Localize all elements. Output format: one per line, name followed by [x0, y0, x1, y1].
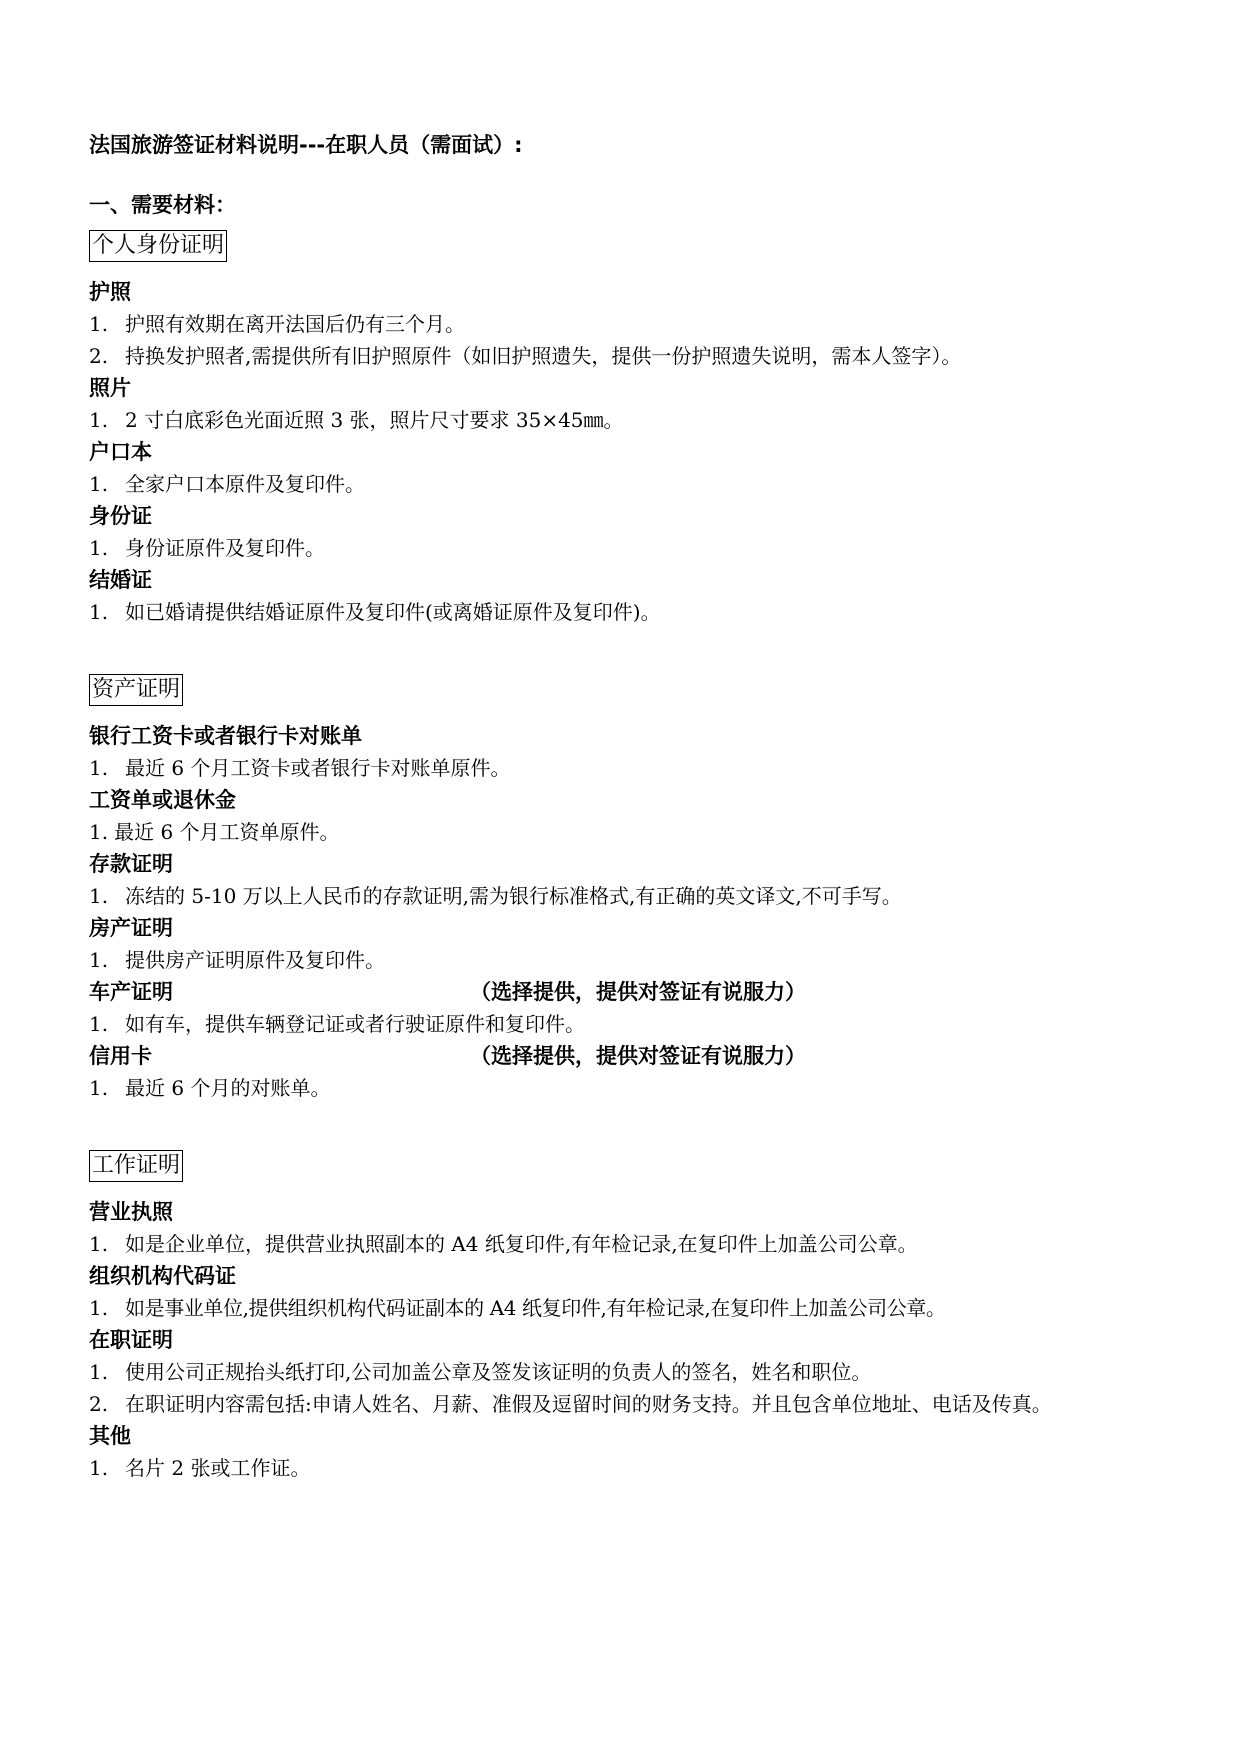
item-heading-row — [89, 912, 1189, 944]
list-item — [89, 944, 1189, 976]
list-number: 1. — [89, 408, 109, 432]
section-title: 资产证明 — [89, 674, 183, 706]
document-body — [89, 130, 1189, 1484]
optional-note: （选择提供，提供对签证有说服力） — [470, 1044, 806, 1068]
item-heading: 银行工资卡或者银行卡对账单 — [89, 724, 362, 748]
list-item — [89, 1228, 1189, 1260]
list-number: 1. — [89, 884, 109, 908]
list-number: 1. — [89, 948, 109, 972]
item-heading: 组织机构代码证 — [89, 1264, 236, 1288]
list-text: 持换发护照者,需提供所有旧护照原件（如旧护照遗失，提供一份护照遗失说明，需本人签字）。 — [125, 344, 962, 368]
list-item — [89, 340, 1125, 372]
item-heading: 护照 — [89, 280, 131, 304]
section-items — [89, 1196, 1189, 1484]
section-title: 个人身份证明 — [89, 230, 227, 262]
list-item — [89, 1388, 1125, 1420]
list-text: 最近 6 个月工资单原件。 — [114, 820, 340, 844]
list-number: 1. — [89, 536, 109, 560]
optional-note: （选择提供，提供对签证有说服力） — [470, 980, 806, 1004]
item-heading-row — [89, 1260, 1189, 1292]
list-text: 名片 2 张或工作证。 — [125, 1456, 311, 1480]
list-item — [89, 532, 1189, 564]
list-number: 2. — [89, 1392, 109, 1416]
section-items — [89, 276, 1189, 628]
list-text: 最近 6 个月的对账单。 — [125, 1076, 331, 1100]
list-number: 1. — [89, 472, 109, 496]
list-item — [89, 752, 1189, 784]
list-number: 1. — [89, 1232, 109, 1256]
item-heading-row — [89, 1196, 1189, 1228]
list-item — [89, 404, 1189, 436]
list-text: 如是企业单位，提供营业执照副本的 A4 纸复印件,有年检记录,在复印件上加盖公司公章。 — [125, 1232, 918, 1256]
item-heading: 照片 — [89, 376, 131, 400]
list-number: 1. — [89, 600, 109, 624]
item-heading-row — [89, 976, 1189, 1008]
item-heading-row — [89, 848, 1189, 880]
item-heading: 工资单或退休金 — [89, 788, 236, 812]
list-text: 在职证明内容需包括:申请人姓名、月薪、准假及逗留时间的财务支持。并且包含单位地址、电话及传真。 — [125, 1392, 1052, 1416]
list-text: 护照有效期在离开法国后仍有三个月。 — [125, 312, 465, 336]
item-heading-row — [89, 372, 1189, 404]
item-heading: 营业执照 — [89, 1200, 173, 1224]
list-number: 1. — [89, 312, 109, 336]
list-text: 使用公司正规抬头纸打印,公司加盖公章及签发该证明的负责人的签名，姓名和职位。 — [125, 1360, 872, 1384]
list-item — [89, 1072, 1189, 1104]
list-number: 1. — [89, 1360, 109, 1384]
list-text: 提供房产证明原件及复印件。 — [125, 948, 385, 972]
list-item — [89, 1452, 1189, 1484]
list-number: 1. — [89, 820, 109, 844]
list-item — [89, 880, 1189, 912]
list-item — [89, 308, 1189, 340]
list-text: 全家户口本原件及复印件。 — [125, 472, 365, 496]
list-number: 1. — [89, 1456, 109, 1480]
item-heading: 身份证 — [89, 504, 152, 528]
list-number: 2. — [89, 344, 109, 368]
item-heading-row — [89, 1324, 1189, 1356]
list-item — [89, 468, 1189, 500]
list-text: 身份证原件及复印件。 — [125, 536, 325, 560]
section-items — [89, 720, 1189, 1104]
item-heading-row — [89, 1040, 1189, 1072]
item-heading-row — [89, 276, 1189, 308]
list-item — [89, 1292, 1189, 1324]
item-heading: 车产证明 — [89, 980, 173, 1004]
section-title: 工作证明 — [89, 1150, 183, 1182]
list-item — [89, 1356, 1189, 1388]
list-text: 2 寸白底彩色光面近照 3 张，照片尺寸要求 35×45㎜。 — [125, 408, 624, 432]
item-heading-row — [89, 720, 1189, 752]
list-item — [89, 816, 1189, 848]
section-identity — [89, 230, 1189, 628]
item-heading: 房产证明 — [89, 916, 173, 940]
list-item — [89, 596, 1189, 628]
list-number: 1. — [89, 1076, 109, 1100]
item-heading-row — [89, 436, 1189, 468]
document-title: 法国旅游签证材料说明---在职人员（需面试）: — [89, 133, 523, 157]
item-heading: 结婚证 — [89, 568, 152, 592]
item-heading-row — [89, 1420, 1189, 1452]
list-text: 如已婚请提供结婚证原件及复印件(或离婚证原件及复印件)。 — [125, 600, 661, 624]
list-item — [89, 1008, 1189, 1040]
item-heading-row — [89, 564, 1189, 596]
item-heading-row — [89, 784, 1189, 816]
item-heading: 在职证明 — [89, 1328, 173, 1352]
item-heading: 信用卡 — [89, 1044, 152, 1068]
item-heading: 其他 — [89, 1424, 131, 1448]
part-heading: 一、需要材料： — [89, 193, 236, 217]
list-number: 1. — [89, 756, 109, 780]
list-text: 如有车，提供车辆登记证或者行驶证原件和复印件。 — [125, 1012, 585, 1036]
section-assets — [89, 674, 1189, 1104]
item-heading: 存款证明 — [89, 852, 173, 876]
list-number: 1. — [89, 1296, 109, 1320]
list-text: 冻结的 5-10 万以上人民币的存款证明,需为银行标准格式,有正确的英文译文,不可手写。 — [125, 884, 902, 908]
list-text: 如是事业单位,提供组织机构代码证副本的 A4 纸复印件,有年检记录,在复印件上加盖公司公章。 — [125, 1296, 946, 1320]
list-number: 1. — [89, 1012, 109, 1036]
section-employment — [89, 1150, 1189, 1484]
item-heading-row — [89, 500, 1189, 532]
item-heading: 户口本 — [89, 440, 152, 464]
list-text: 最近 6 个月工资卡或者银行卡对账单原件。 — [125, 756, 511, 780]
